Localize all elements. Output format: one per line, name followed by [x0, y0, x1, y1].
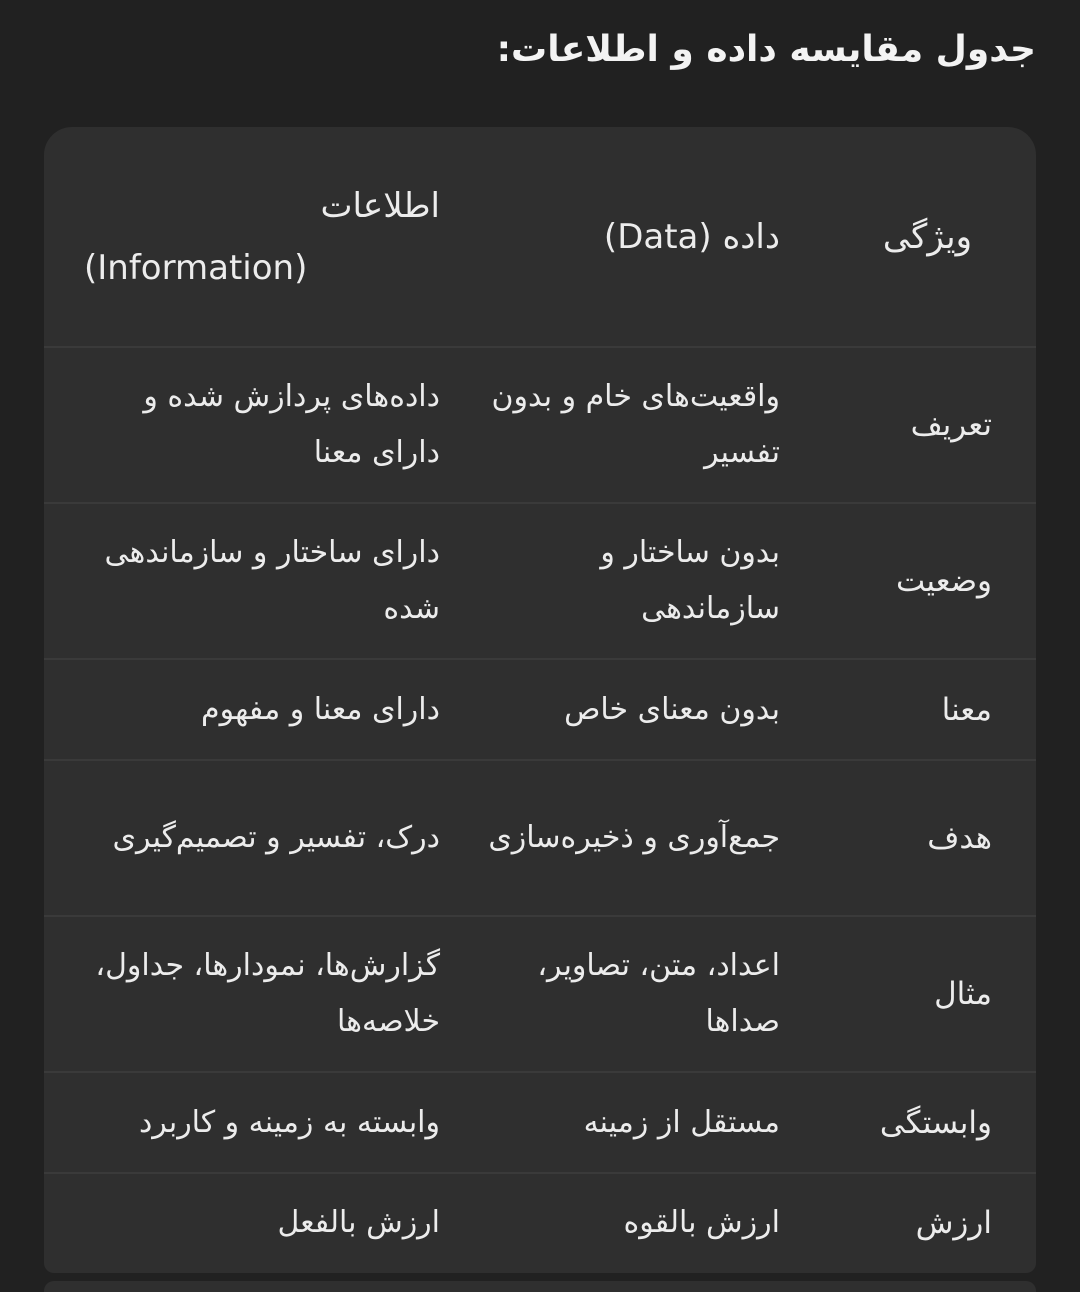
data-cell: بدون معنای خاص: [484, 659, 824, 760]
table-row: [44, 1072, 1036, 1173]
data-cell: واقعیت‌های خام و بدون تفسیر: [484, 347, 824, 503]
data-cell: بدون ساختار و سازماندهی: [484, 503, 824, 659]
header-information-line1: اطلاعات: [320, 185, 440, 226]
table-row: [44, 1173, 1036, 1271]
header-data: داده (Data): [603, 216, 780, 257]
table-row: [44, 347, 1036, 503]
feature-cell: وضعیت: [824, 503, 1036, 659]
next-block-edge: [44, 1281, 1036, 1292]
feature-cell: معنا: [824, 659, 1036, 760]
feature-cell: تعریف: [824, 347, 1036, 503]
information-cell: درک، تفسیر و تصمیم‌گیری: [44, 760, 484, 916]
information-cell: وابسته به زمینه و کاربرد: [44, 1072, 484, 1173]
page-heading: جدول مقایسه داده و اطلاعات:: [496, 29, 1036, 70]
table-header-row: [44, 127, 1036, 347]
comparison-table-grid: [44, 127, 1036, 1271]
table-row: [44, 503, 1036, 659]
data-cell: ارزش بالقوه: [484, 1173, 824, 1271]
information-cell: داده‌های پردازش شده و دارای معنا: [44, 347, 484, 503]
information-cell: دارای ساختار و سازماندهی شده: [44, 503, 484, 659]
information-cell: دارای معنا و مفهوم: [44, 659, 484, 760]
feature-cell: هدف: [824, 760, 1036, 916]
comparison-table: [44, 127, 1036, 1273]
feature-cell: ارزش: [824, 1173, 1036, 1271]
header-feature: ویژگی: [882, 216, 972, 257]
table-row: [44, 916, 1036, 1072]
table-row: [44, 760, 1036, 916]
feature-cell: مثال: [824, 916, 1036, 1072]
header-information-line2: (Information): [84, 247, 308, 288]
data-cell: مستقل از زمینه: [484, 1072, 824, 1173]
information-cell: ارزش بالفعل: [44, 1173, 484, 1271]
feature-cell: وابستگی: [824, 1072, 1036, 1173]
header-information: [44, 127, 484, 347]
data-cell: اعداد، متن، تصاویر، صداها: [484, 916, 824, 1072]
information-cell: گزارش‌ها، نمودارها، جداول، خلاصه‌ها: [44, 916, 484, 1072]
table-row: [44, 659, 1036, 760]
data-cell: جمع‌آوری و ذخیره‌سازی: [484, 760, 824, 916]
